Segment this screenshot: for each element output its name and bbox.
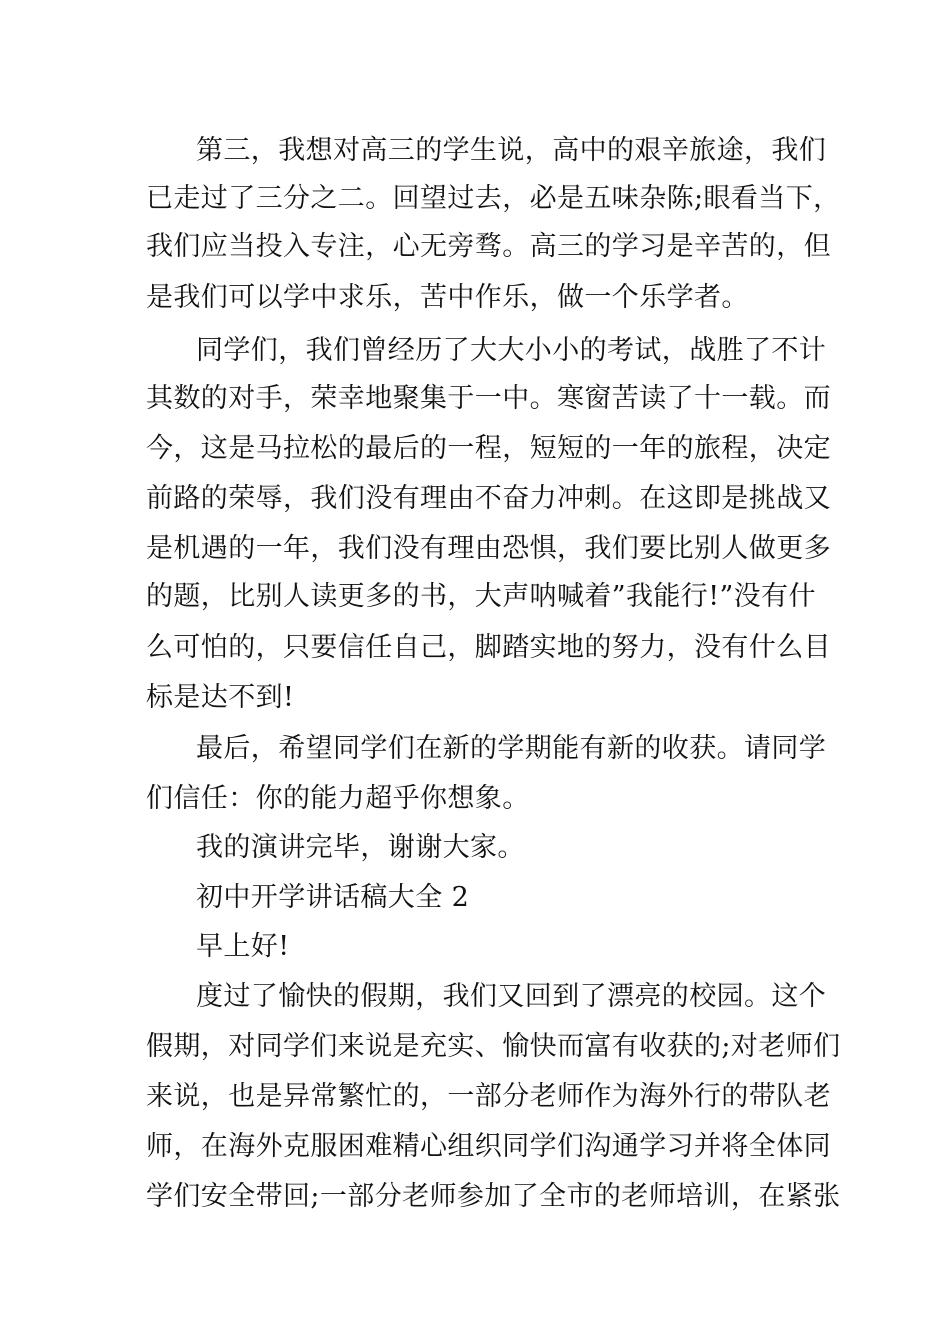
paragraph-line: 来说，也是异常繁忙的，一部分老师作为海外行的带队老 (146, 1081, 831, 1112)
paragraph-line: 是机遇的一年，我们没有理由恐惧，我们要比别人做更多 (146, 533, 831, 564)
paragraph-line: 是我们可以学中求乐，苦中作乐，做一个乐学者。 (146, 282, 749, 313)
paragraph-line: 们信任：你的能力超乎你想象。 (146, 783, 530, 814)
paragraph-line: 其数的对手，荣幸地聚集于一中。寒窗苦读了十一载。而 (146, 383, 831, 414)
paragraph-line: 前路的荣辱，我们没有理由不奋力冲刺。在这即是挑战又 (146, 483, 831, 514)
paragraph-line: 已走过了三分之二。回望过去，必是五味杂陈;眼看当下， (146, 183, 841, 214)
paragraph-line: 度过了愉快的假期，我们又回到了漂亮的校园。这个 (196, 981, 827, 1012)
paragraph-line: 的题，比别人读更多的书，大声呐喊着”我能行!”没有什 (146, 581, 816, 612)
section-title: 初中开学讲话稿大全 2 (196, 882, 470, 913)
paragraph-line: 师，在海外克服困难精心组织同学们沟通学习并将全体同 (146, 1131, 831, 1162)
greeting-line: 早上好! (196, 931, 290, 962)
paragraph-line: 第三，我想对高三的学生说，高中的艰辛旅途，我们 (196, 135, 827, 166)
paragraph-line: 我们应当投入专注，心无旁骛。高三的学习是辛苦的，但 (146, 231, 831, 262)
paragraph-line: 标是达不到! (146, 682, 295, 713)
paragraph-line: 最后，希望同学们在新的学期能有新的收获。请同学 (196, 733, 827, 764)
paragraph-line: 同学们，我们曾经历了大大小小的考试，战胜了不计 (196, 335, 827, 366)
paragraph-line: 今，这是马拉松的最后的一程，短短的一年的旅程，决定 (146, 433, 831, 464)
paragraph-line: 么可怕的，只要信任自己，脚踏实地的努力，没有什么目 (146, 632, 831, 663)
paragraph-line: 假期，对同学们来说是充实、愉快而富有收获的;对老师们 (146, 1031, 841, 1062)
paragraph-line: 我的演讲完毕，谢谢大家。 (196, 832, 525, 863)
paragraph-line: 学们安全带回;一部分老师参加了全市的老师培训，在紧张 (146, 1181, 841, 1212)
